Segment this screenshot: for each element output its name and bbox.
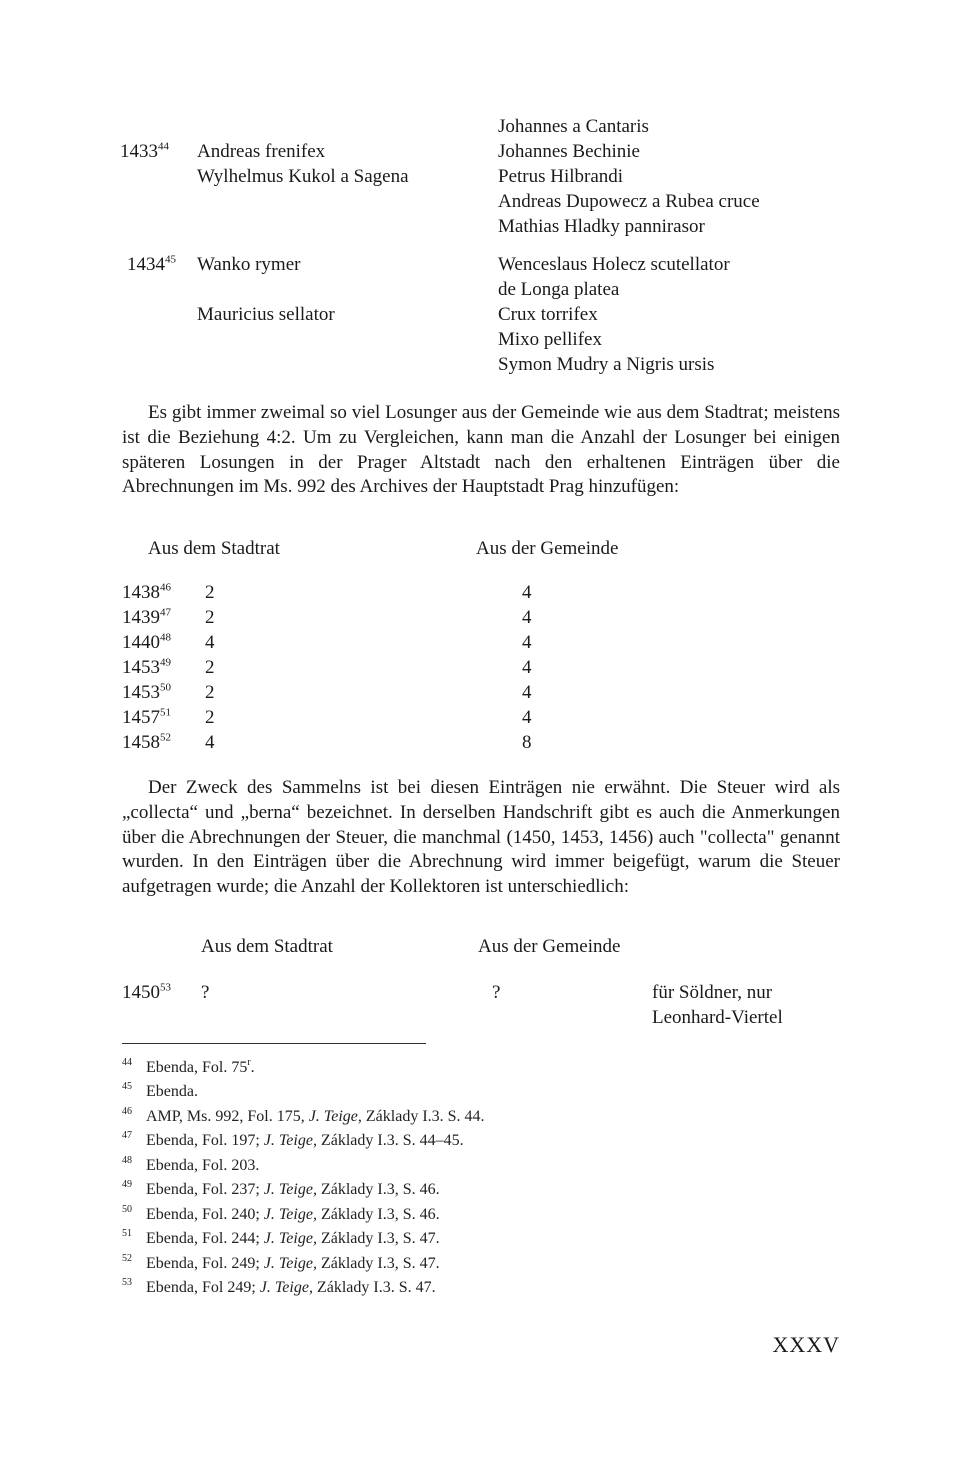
table2-purpose-line1: für Söldner, nur bbox=[652, 982, 773, 1003]
table1-row: 1440$^{48}$ bbox=[122, 631, 171, 653]
table1-council-value: 2 bbox=[205, 607, 215, 628]
footnote: $^{46}$ AMP, Ms. 992, Fol. 175, J. Teige, Základy I.3. S. 44. bbox=[122, 1106, 485, 1125]
paragraph-ratio: Es gibt immer zweimal so viel Losunger aus der Gemeinde wie aus dem Stadtrat; meistens ist die Beziehung 4:2. Um zu Vergleichen, kann man die Anzahl der Losunger bei einigen späteren Losungen in der Prager Altstadt nach den erhaltenen Einträgen über die Abrechnungen im Ms. 992 des Archives der Hauptstadt Prag hinzufügen: bbox=[122, 402, 840, 498]
table1-community-value: 4 bbox=[522, 707, 532, 728]
table1-community-value: 4 bbox=[522, 607, 532, 628]
community-1433-2: Johannes Bechinie bbox=[498, 141, 640, 162]
footnote: $^{44}$ Ebenda, Fol. 75$^r$. bbox=[122, 1057, 255, 1076]
table1-community-value: 4 bbox=[522, 657, 532, 678]
table1-council-value: 2 bbox=[205, 707, 215, 728]
table1-community-value: 4 bbox=[522, 582, 532, 603]
table1-row: 1439$^{47}$ bbox=[122, 606, 171, 628]
community-1433-1: Johannes a Cantaris bbox=[498, 116, 649, 137]
table1-row: 1458$^{52}$ bbox=[122, 731, 171, 753]
table1-council-value: 2 bbox=[205, 682, 215, 703]
community-1434-4: Mixo pellifex bbox=[498, 329, 602, 350]
table2-header-community: Aus der Gemeinde bbox=[478, 936, 621, 957]
footnote: $^{51}$ Ebenda, Fol. 244; J. Teige, Základy I.3, S. 47. bbox=[122, 1228, 440, 1247]
community-1434-1: Wenceslaus Holecz scutellator bbox=[498, 254, 730, 275]
table2-purpose-line2: Leonhard-Viertel bbox=[652, 1007, 783, 1028]
paragraph-collecta: Der Zweck des Sammelns ist bei diesen Einträgen nie erwähnt. Die Steuer wird als „collecta“ und „berna“ bezeichnet. In derselben Handschrift gibt es auch die Anmerkungen über die Abrechnungen der Steuer, die manchmal (1450, 1453, 1456) auch "collecta" genannt wurden. In den Einträgen über die Abrechnung wird immer beigefügt, warum die Steuer aufgetragen wurde; die Anzahl der Kollektoren ist unterschiedlich: bbox=[122, 777, 840, 898]
table2-community-value: ? bbox=[492, 982, 501, 1003]
table1-council-value: 2 bbox=[205, 582, 215, 603]
table1-council-value: 4 bbox=[205, 732, 215, 753]
table1-community-value: 4 bbox=[522, 682, 532, 703]
table2-council-value: ? bbox=[201, 982, 210, 1003]
table1-council-value: 2 bbox=[205, 657, 215, 678]
table1-community-value: 8 bbox=[522, 732, 532, 753]
table1-header-community: Aus der Gemeinde bbox=[476, 538, 619, 559]
community-1434-2: de Longa platea bbox=[498, 279, 620, 300]
table2-row-year: 1450$^{53}$ bbox=[122, 981, 171, 1003]
footnote-divider bbox=[122, 1043, 426, 1044]
council-1434-1: Wanko rymer bbox=[197, 254, 301, 275]
table1-council-value: 4 bbox=[205, 632, 215, 653]
footnote: $^{50}$ Ebenda, Fol. 240; J. Teige, Základy I.3, S. 46. bbox=[122, 1204, 440, 1223]
footnote: $^{47}$ Ebenda, Fol. 197; J. Teige, Základy I.3. S. 44–45. bbox=[122, 1130, 464, 1149]
footnote: $^{48}$ Ebenda, Fol. 203. bbox=[122, 1155, 260, 1174]
table1-row: 1453$^{49}$ bbox=[122, 656, 171, 678]
footnote: $^{49}$ Ebenda, Fol. 237; J. Teige, Základy I.3, S. 46. bbox=[122, 1179, 440, 1198]
table1-community-value: 4 bbox=[522, 632, 532, 653]
footnote: $^{45}$ Ebenda. bbox=[122, 1081, 198, 1100]
footnote: $^{52}$ Ebenda, Fol. 249; J. Teige, Základy I.3, S. 47. bbox=[122, 1253, 440, 1272]
community-1433-3: Petrus Hilbrandi bbox=[498, 166, 624, 187]
council-1433-1: Andreas frenifex bbox=[197, 141, 326, 162]
year-1434: 1434$^{45}$ bbox=[127, 253, 176, 275]
community-1434-3: Crux torrifex bbox=[498, 304, 598, 325]
council-1433-2: Wylhelmus Kukol a Sagena bbox=[197, 166, 409, 187]
year-1433: 1433$^{44}$ bbox=[120, 140, 169, 162]
footnote: $^{53}$ Ebenda, Fol 249; J. Teige, Základy I.3. S. 47. bbox=[122, 1277, 436, 1296]
table2-header-council: Aus dem Stadtrat bbox=[201, 936, 333, 957]
page-number: XXXV bbox=[772, 1332, 840, 1357]
table1-row: 1457$^{51}$ bbox=[122, 706, 171, 728]
table1-row: 1438$^{46}$ bbox=[122, 581, 171, 603]
community-1434-5: Symon Mudry a Nigris ursis bbox=[498, 354, 715, 375]
community-1433-4: Andreas Dupowecz a Rubea cruce bbox=[498, 191, 760, 212]
council-1434-2: Mauricius sellator bbox=[197, 304, 335, 325]
community-1433-5: Mathias Hladky pannirasor bbox=[498, 216, 705, 237]
table1-row: 1453$^{50}$ bbox=[122, 681, 171, 703]
table1-header-council: Aus dem Stadtrat bbox=[148, 538, 280, 559]
